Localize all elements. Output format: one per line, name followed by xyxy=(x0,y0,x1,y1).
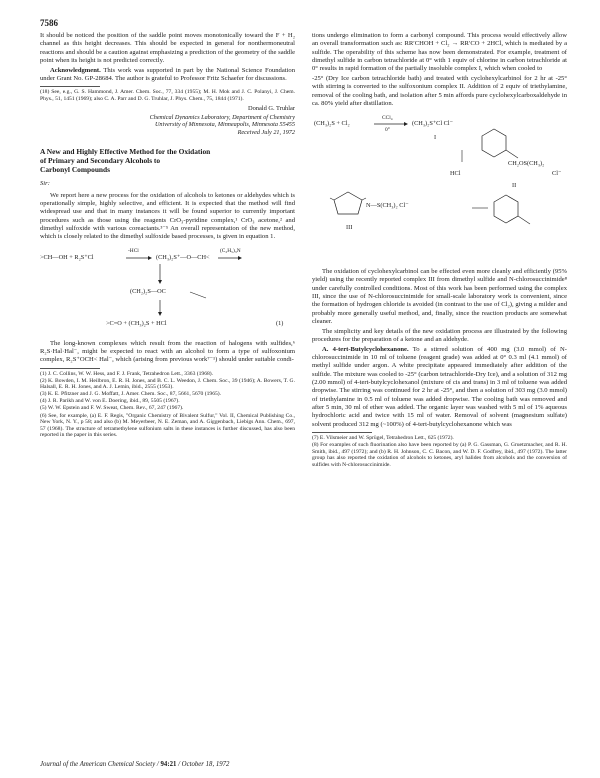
cyclohexane-ring xyxy=(494,195,518,223)
eq-product: (CH₃)₂S⁺Cl Cl⁻ xyxy=(412,120,453,128)
footer-separator: / xyxy=(156,761,161,768)
body-paragraph: -25° (Dry Ice carbon tetrachloride bath) and treated with cyclohexylcarbinol for 2 hr at -25° with stirring is converted to the sulfoxonium complex II. Addition of 2 equiv of triethylamine, removal of the cooling bath, and isolation after 5 min affords pure cyclohexylcarboxaldehyde in ca. 80% yield after distillation. xyxy=(312,74,567,107)
scheme-reactants: >CH—OH + R₂S⁺Cl xyxy=(40,253,94,261)
bond-line xyxy=(518,216,530,224)
branch-substituent: CH₂OS(CH₃)₂ xyxy=(508,160,545,168)
footer-separator: / xyxy=(178,761,182,768)
title-line: A New and Highly Effective Method for the Oxidation xyxy=(40,146,211,156)
article-title xyxy=(40,147,295,174)
experimental-heading: A. 4-tert-Butylcyclohexanone. xyxy=(322,345,409,353)
arrow-head xyxy=(158,280,162,284)
ack-heading: Acknowledgment. xyxy=(50,66,101,74)
acknowledgment xyxy=(40,67,295,84)
footnote: (5) W. W. Epstein and F. W. Sweat, Chem. Rev., 67, 247 (1967). xyxy=(40,405,184,412)
eq-reactants: (CH₃)₂S + Cl₂ xyxy=(314,120,350,128)
arrow-head xyxy=(404,122,408,126)
equation-number: (1) xyxy=(276,319,284,327)
arrow-head xyxy=(158,312,162,316)
footnote-rule xyxy=(312,432,372,433)
affiliation-line: Chemical Dynamics Laboratory, Department of Chemistry xyxy=(149,113,295,121)
body-paragraph: tions undergo elimination to form a carbonyl compound. This process would effectively allow an overall transformation such as: RR′CHOH + Cl₂ → RR′CO + 2HCl, which is mediated by a sulfide. The operability of this scheme has now been demonstrated. For example, treatment of dimethyl sulfide in carbon tetrachloride at 0° with 1 equiv of chlorine in carbon tetrachloride at 0° results in rapid formation of the partially insoluble complex I, which when cooled to xyxy=(312,32,567,73)
arrow-reagent: (C₂H₅)₃N xyxy=(220,247,241,254)
right-column xyxy=(312,32,567,469)
author-name: Donald G. Truhlar xyxy=(247,105,295,113)
journal-footer xyxy=(40,761,229,768)
footnote: (2) K. Bowden, I. M. Heilbron, E. R. H. Jones, and B. C. L. Weedon, J. Chem. Soc., 39 (1946); A. Bowers, T. G. Halsall, E. R. H. Jones, and A. J. Lemin, ibid., 2555 (1953). xyxy=(40,377,295,391)
bond-line xyxy=(362,198,366,200)
scheme-ylide: (CH₂)₂S—OC xyxy=(130,287,166,295)
scheme-intermediate: (CH₃)₂S⁺—O—CH< xyxy=(156,253,210,261)
arrow-head xyxy=(148,256,152,260)
footnote: (1) J. C. Collins, W. W. Hess, and F. J. Frank, Tetrahedron Lett., 3363 (1968). xyxy=(40,370,214,377)
compound-label-III: III xyxy=(346,224,353,232)
ack-text: This work was supported in part by the National Science Foundation under Grant No. GP-28684. The author is grateful to Professor Fritz Schaefer for discussions. xyxy=(40,66,296,82)
reaction-scheme-2 xyxy=(312,114,567,262)
eq-reagent-bottom: 0° xyxy=(385,127,390,134)
journal-name: Journal of the American Chemical Society xyxy=(40,761,156,768)
intro-paragraph: It should be noticed the position of the saddle point moves monotonically toward the F + H₂ channel as this height decreases. This should be expected in general for nonthermoneutral reactions and should be a caution against emphasizing a prediction of the geometry of the saddle point when its height is not predicted correctly. xyxy=(40,32,295,64)
affiliation-line: University of Minnesota, Minneapolis, Minnesota 55455 xyxy=(154,121,295,129)
succinimide-substituent: N—S(CH₃)₂ Cl⁻ xyxy=(366,202,409,210)
cyclohexane-ring xyxy=(482,129,506,157)
experimental-text: To a stirred solution of 400 mg (3.0 mmol) of N-chlorosuccinimide in 10 ml of toluene (reagent grade) was added at 0° 0.3 ml (4.1 mmol) of methyl sulfide under argon. A white precipitate appeared immediately after addition of the sulfide. The mixture was cooled to -25° (carbon tetrachloride-Dry Ice), and a solution of 312 mg (2.00 mmol) of 4-tert-butylcyclohexanol (mixture of cis and trans) in 3 ml of toluene was added dropwise. The stirring was continued for 2 hr at -25°, and then a solution of 303 mg (3.0 mmol) of triethylamine in 0.5 ml of toluene was added dropwise. The cooling bath was removed and after 5 min, 30 ml of ether was added. The organic layer was washed with 5 ml of 1% aqueous hydrochloric acid and twice with 15 ml of water. Removal of solvent (magnesium sulfate) solvent produced 312 mg (~100%) of 4-tert-butylcyclohexanone which was xyxy=(312,345,567,428)
bond-line xyxy=(330,198,334,200)
footnote: (18) See, e.g., G. S. Hammond, J. Amer. Chem. Soc., 77, 334 (1955); M. H. Mok and J. C. Polanyi, J. Chem. Phys., 51, 1451 (1969); also C. A. Parr and D. G. Truhlar, J. Phys. Chem., 75, 1844 (1971). xyxy=(40,89,295,102)
footnote: (3) K. E. Pfitzner and J. G. Moffatt, J. Amer. Chem. Soc., 87, 5661, 5670 (1965). xyxy=(40,391,222,398)
succinimide-ring xyxy=(334,192,362,214)
body-paragraph: We report here a new process for the oxidation of alcohols to ketones or aldehydes which is operationally simple, highly selective, and efficient. It is expected that the method will find widespread use and that in many instances it will be found superior to currently important procedures such as those using the reagents CrO₃-pyridine complex,¹ CrO₃ acetone,² and dimethyl sulfoxide with various coreactants.³⁻⁵ An overall representation of the new method, which is closely related to the dimethyl sulfoxide based processes, is given in equation 1. xyxy=(40,191,295,241)
footnote: (7) E. Vilsmeier and W. Sprügel, Tetrahedron Lett., 625 (1972). xyxy=(312,434,454,441)
scheme-products: >C=O + (CH₃)₂S + HCl xyxy=(106,319,167,327)
journal-date: October 18, 1972 xyxy=(181,761,230,768)
footnote-rule xyxy=(40,368,100,369)
experimental-paragraph xyxy=(312,346,567,429)
title-line: of Primary and Secondary Alcohols to xyxy=(40,155,161,165)
journal-volume: 94:21 xyxy=(160,761,177,768)
footnote: (6) See, for example, (a) E. F. Regis, "Organic Chemistry of Bivalent Sulfur," Vol. II, Chemical Publishing Co., New York, N. Y., p 58; and also (b) M. Meyerbeer, N. E. Zeman, and A. Giggenbach, Liebigs Ann. Chem., 697, 57 (1968). The structure of tetramethylene sulfonium salts in these instances is further discussed, has also been reported in the paper in this series. xyxy=(40,412,295,439)
body-paragraph: The oxidation of cyclohexylcarbinol can be effected even more cleanly and efficiently (95% yield) using the recently reported complex III from dimethyl sulfide and N-chlorosuccinimide⁸ under carefully controlled conditions. Most of this work has been performed using the complex III, since the use of N-chlorosuccinimide for small-scale laboratory work is convenient, since the formation of hydrogen chloride is avoided (in contrast to the use of Cl₂), giving a milder and probably more generally useful method, and, finally, since the reaction products are somewhat cleaner. xyxy=(312,268,567,325)
footnote-rule xyxy=(40,86,100,87)
title-line: Carbonyl Compounds xyxy=(40,164,111,174)
scheme-2-graphics xyxy=(312,114,567,262)
bond-line xyxy=(506,150,518,158)
reaction-scheme-1 xyxy=(40,246,295,334)
compound-label-II: II xyxy=(512,182,517,190)
salutation: Sir: xyxy=(40,179,50,187)
footnote: (8) For examples of such fluorination also have been reported by (a) P. G. Gassman, G. Gruetzmacher, and R. H. Smith, ibid., 497 (1972); and (b) R. H. Johnson, C. C. Bacon, and W. D. F. Godfrey, ibid., 497 (1972). The latter group has also reported the oxidation of alcohols to ketones, aryl halides from alcohols and the conversion of sulfides with N-chlorosuccinimide. xyxy=(312,441,567,468)
arrow-reagent: -HCl xyxy=(128,247,139,254)
left-column xyxy=(40,32,295,439)
hcl-label: HCl xyxy=(450,170,461,178)
arrow-head xyxy=(238,256,242,260)
compound-label-I: I xyxy=(434,134,437,142)
received-date: Received July 21, 1972 xyxy=(237,128,295,136)
chloride-label: Cl⁻ xyxy=(552,170,562,178)
footnote: (4) J. R. Parikh and W. von E. Doering, ibid., 89, 5505 (1967). xyxy=(40,398,180,405)
eq-reagent-top: CCl₄ xyxy=(382,115,393,122)
body-paragraph: The long-known complexes which result from the reaction of halogens with sulfides,⁶ R₂S·Hal·Hal⁻, might be expected to react with an alcohol to form a type of sulfoxonium complex, R₂S⁺OCH< Hal⁻, which (arising from previous work⁷⁻¹) should under suitable condi- xyxy=(40,339,295,364)
page-number: 7586 xyxy=(40,18,58,28)
body-paragraph: The simplicity and key details of the new oxidation process are illustrated by the following procedures for the preparation of a ketone and an aldehyde. xyxy=(312,327,567,344)
bond-line xyxy=(190,292,206,298)
